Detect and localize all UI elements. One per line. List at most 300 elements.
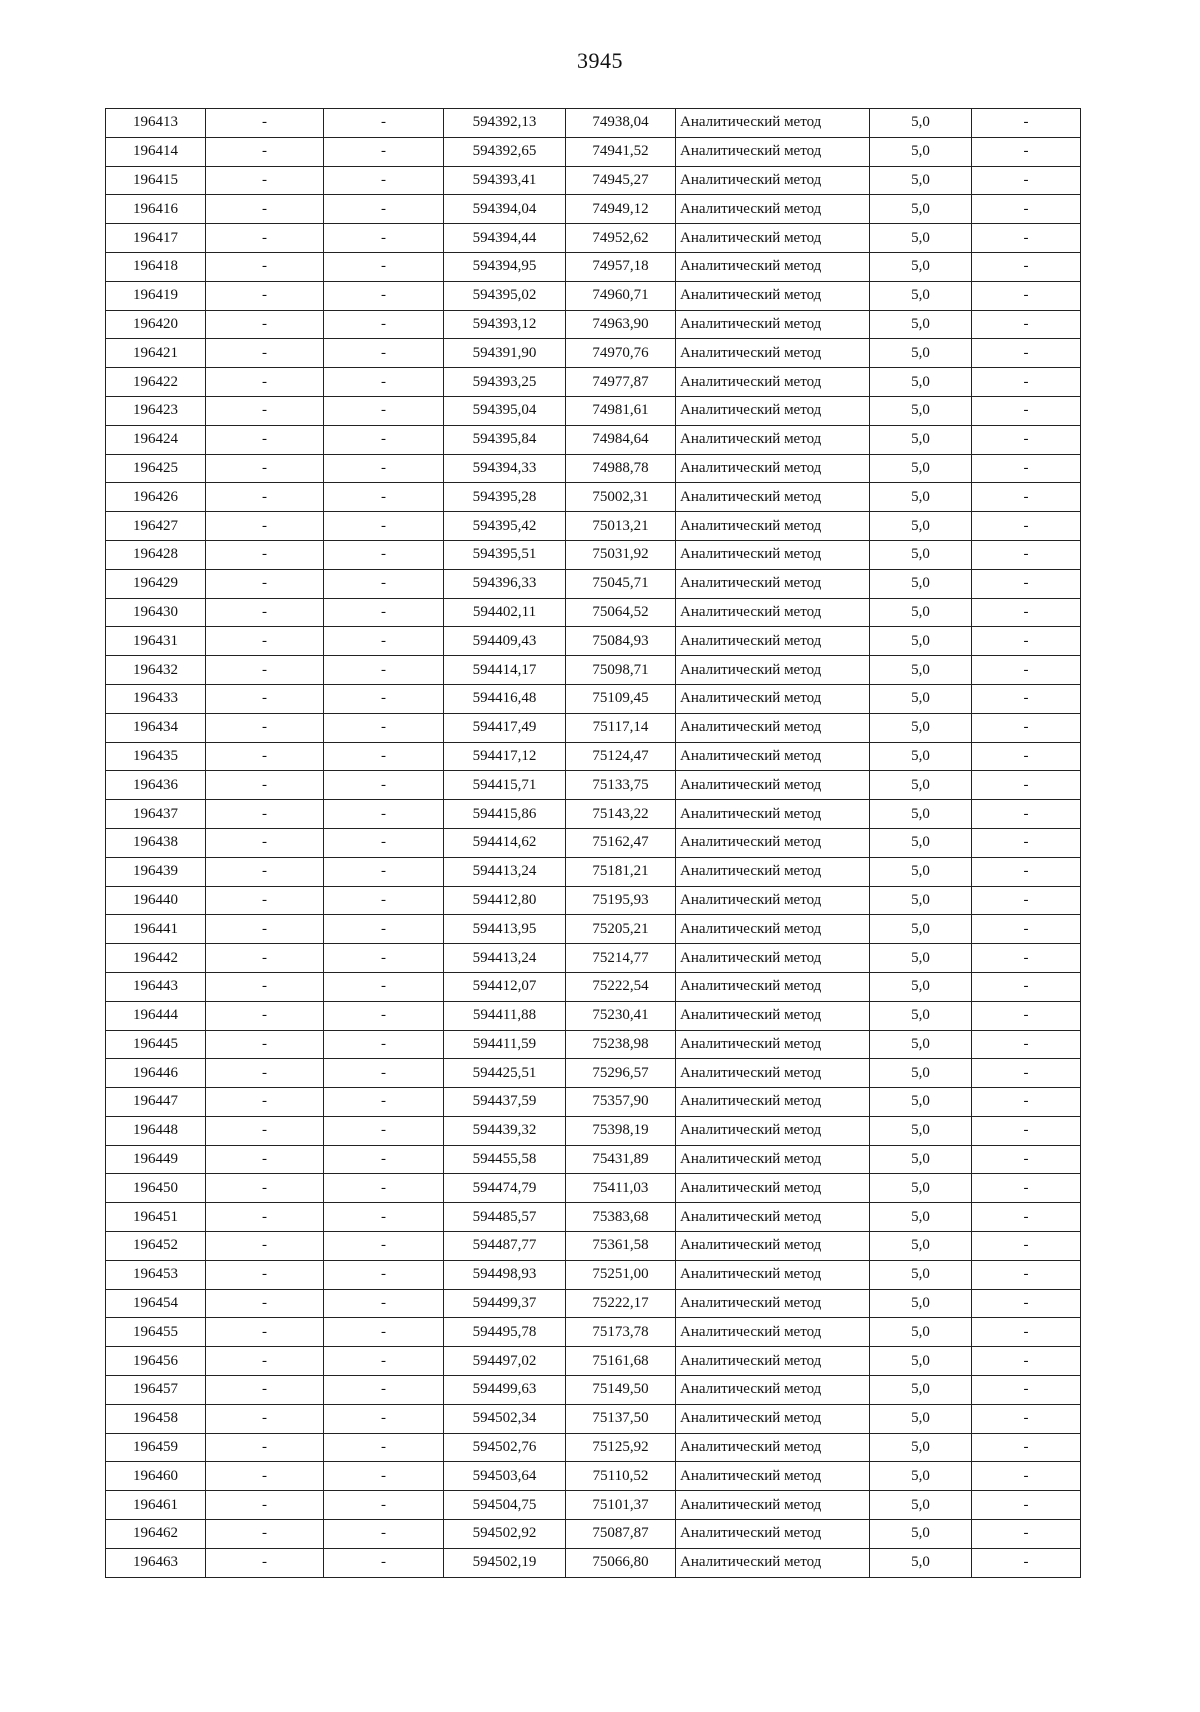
method-cell: Аналитический метод [676, 310, 870, 339]
x-coordinate-cell: 594391,90 [444, 339, 566, 368]
x-coordinate-cell: 594417,12 [444, 742, 566, 771]
x-coordinate-cell: 594395,28 [444, 483, 566, 512]
method-cell: Аналитический метод [676, 656, 870, 685]
blank-cell-2: - [324, 195, 444, 224]
x-coordinate-cell: 594499,37 [444, 1289, 566, 1318]
blank-cell-3: - [972, 1145, 1081, 1174]
precision-cell: 5,0 [870, 828, 972, 857]
y-coordinate-cell: 74977,87 [566, 368, 676, 397]
method-cell: Аналитический метод [676, 195, 870, 224]
method-cell: Аналитический метод [676, 137, 870, 166]
table-row [106, 1462, 1081, 1491]
method-cell: Аналитический метод [676, 886, 870, 915]
method-cell: Аналитический метод [676, 1116, 870, 1145]
method-cell: Аналитический метод [676, 166, 870, 195]
point-number-cell: 196442 [106, 944, 206, 973]
y-coordinate-cell: 75238,98 [566, 1030, 676, 1059]
table-row [106, 109, 1081, 138]
blank-cell-1: - [206, 598, 324, 627]
blank-cell-1: - [206, 368, 324, 397]
precision-cell: 5,0 [870, 1260, 972, 1289]
x-coordinate-cell: 594393,41 [444, 166, 566, 195]
x-coordinate-cell: 594455,58 [444, 1145, 566, 1174]
precision-cell: 5,0 [870, 1203, 972, 1232]
y-coordinate-cell: 75296,57 [566, 1059, 676, 1088]
table-row [106, 166, 1081, 195]
x-coordinate-cell: 594503,64 [444, 1462, 566, 1491]
blank-cell-1: - [206, 1088, 324, 1117]
blank-cell-3: - [972, 800, 1081, 829]
precision-cell: 5,0 [870, 1548, 972, 1577]
table-row [106, 1404, 1081, 1433]
method-cell: Аналитический метод [676, 396, 870, 425]
blank-cell-2: - [324, 684, 444, 713]
x-coordinate-cell: 594411,59 [444, 1030, 566, 1059]
method-cell: Аналитический метод [676, 828, 870, 857]
x-coordinate-cell: 594502,19 [444, 1548, 566, 1577]
blank-cell-1: - [206, 1001, 324, 1030]
blank-cell-2: - [324, 713, 444, 742]
blank-cell-1: - [206, 396, 324, 425]
blank-cell-3: - [972, 1289, 1081, 1318]
y-coordinate-cell: 75431,89 [566, 1145, 676, 1174]
x-coordinate-cell: 594497,02 [444, 1347, 566, 1376]
table-row [106, 742, 1081, 771]
table-row [106, 1491, 1081, 1520]
blank-cell-3: - [972, 166, 1081, 195]
table-row [106, 972, 1081, 1001]
method-cell: Аналитический метод [676, 1347, 870, 1376]
x-coordinate-cell: 594392,65 [444, 137, 566, 166]
y-coordinate-cell: 75398,19 [566, 1116, 676, 1145]
point-number-cell: 196424 [106, 425, 206, 454]
blank-cell-1: - [206, 1116, 324, 1145]
blank-cell-3: - [972, 195, 1081, 224]
blank-cell-2: - [324, 1088, 444, 1117]
point-number-cell: 196452 [106, 1232, 206, 1261]
y-coordinate-cell: 74945,27 [566, 166, 676, 195]
method-cell: Аналитический метод [676, 944, 870, 973]
x-coordinate-cell: 594411,88 [444, 1001, 566, 1030]
precision-cell: 5,0 [870, 713, 972, 742]
point-number-cell: 196455 [106, 1318, 206, 1347]
method-cell: Аналитический метод [676, 713, 870, 742]
blank-cell-2: - [324, 512, 444, 541]
point-number-cell: 196421 [106, 339, 206, 368]
point-number-cell: 196453 [106, 1260, 206, 1289]
y-coordinate-cell: 75031,92 [566, 540, 676, 569]
x-coordinate-cell: 594502,34 [444, 1404, 566, 1433]
precision-cell: 5,0 [870, 1376, 972, 1405]
blank-cell-1: - [206, 1232, 324, 1261]
y-coordinate-cell: 75002,31 [566, 483, 676, 512]
point-number-cell: 196434 [106, 713, 206, 742]
y-coordinate-cell: 75149,50 [566, 1376, 676, 1405]
y-coordinate-cell: 74957,18 [566, 252, 676, 281]
point-number-cell: 196418 [106, 252, 206, 281]
precision-cell: 5,0 [870, 281, 972, 310]
method-cell: Аналитический метод [676, 1203, 870, 1232]
blank-cell-3: - [972, 771, 1081, 800]
x-coordinate-cell: 594413,95 [444, 915, 566, 944]
y-coordinate-cell: 74949,12 [566, 195, 676, 224]
x-coordinate-cell: 594413,24 [444, 944, 566, 973]
x-coordinate-cell: 594412,80 [444, 886, 566, 915]
point-number-cell: 196448 [106, 1116, 206, 1145]
blank-cell-1: - [206, 252, 324, 281]
point-number-cell: 196423 [106, 396, 206, 425]
blank-cell-1: - [206, 569, 324, 598]
x-coordinate-cell: 594394,95 [444, 252, 566, 281]
blank-cell-2: - [324, 224, 444, 253]
precision-cell: 5,0 [870, 195, 972, 224]
blank-cell-1: - [206, 800, 324, 829]
blank-cell-3: - [972, 828, 1081, 857]
blank-cell-2: - [324, 1347, 444, 1376]
table-row [106, 1548, 1081, 1577]
blank-cell-1: - [206, 1174, 324, 1203]
point-number-cell: 196463 [106, 1548, 206, 1577]
blank-cell-3: - [972, 137, 1081, 166]
y-coordinate-cell: 74981,61 [566, 396, 676, 425]
table-row [106, 1318, 1081, 1347]
blank-cell-3: - [972, 742, 1081, 771]
precision-cell: 5,0 [870, 569, 972, 598]
blank-cell-3: - [972, 1203, 1081, 1232]
precision-cell: 5,0 [870, 771, 972, 800]
precision-cell: 5,0 [870, 598, 972, 627]
point-number-cell: 196437 [106, 800, 206, 829]
table-row [106, 540, 1081, 569]
method-cell: Аналитический метод [676, 483, 870, 512]
point-number-cell: 196420 [106, 310, 206, 339]
x-coordinate-cell: 594409,43 [444, 627, 566, 656]
table-row [106, 368, 1081, 397]
blank-cell-2: - [324, 396, 444, 425]
blank-cell-1: - [206, 310, 324, 339]
x-coordinate-cell: 594395,51 [444, 540, 566, 569]
precision-cell: 5,0 [870, 454, 972, 483]
y-coordinate-cell: 75161,68 [566, 1347, 676, 1376]
point-number-cell: 196435 [106, 742, 206, 771]
blank-cell-2: - [324, 828, 444, 857]
method-cell: Аналитический метод [676, 1001, 870, 1030]
blank-cell-2: - [324, 771, 444, 800]
method-cell: Аналитический метод [676, 109, 870, 138]
blank-cell-3: - [972, 339, 1081, 368]
blank-cell-3: - [972, 972, 1081, 1001]
y-coordinate-cell: 75013,21 [566, 512, 676, 541]
point-number-cell: 196430 [106, 598, 206, 627]
blank-cell-2: - [324, 1548, 444, 1577]
precision-cell: 5,0 [870, 972, 972, 1001]
blank-cell-1: - [206, 1376, 324, 1405]
precision-cell: 5,0 [870, 512, 972, 541]
blank-cell-3: - [972, 512, 1081, 541]
blank-cell-2: - [324, 800, 444, 829]
blank-cell-1: - [206, 713, 324, 742]
x-coordinate-cell: 594395,84 [444, 425, 566, 454]
blank-cell-3: - [972, 1088, 1081, 1117]
method-cell: Аналитический метод [676, 368, 870, 397]
precision-cell: 5,0 [870, 396, 972, 425]
x-coordinate-cell: 594437,59 [444, 1088, 566, 1117]
blank-cell-3: - [972, 454, 1081, 483]
blank-cell-2: - [324, 540, 444, 569]
blank-cell-1: - [206, 1520, 324, 1549]
y-coordinate-cell: 75222,54 [566, 972, 676, 1001]
method-cell: Аналитический метод [676, 800, 870, 829]
blank-cell-2: - [324, 742, 444, 771]
blank-cell-1: - [206, 1203, 324, 1232]
precision-cell: 5,0 [870, 1059, 972, 1088]
method-cell: Аналитический метод [676, 1520, 870, 1549]
blank-cell-3: - [972, 1404, 1081, 1433]
blank-cell-1: - [206, 339, 324, 368]
precision-cell: 5,0 [870, 310, 972, 339]
blank-cell-1: - [206, 454, 324, 483]
table-row [106, 1174, 1081, 1203]
x-coordinate-cell: 594402,11 [444, 598, 566, 627]
y-coordinate-cell: 75173,78 [566, 1318, 676, 1347]
blank-cell-3: - [972, 915, 1081, 944]
y-coordinate-cell: 74963,90 [566, 310, 676, 339]
y-coordinate-cell: 75101,37 [566, 1491, 676, 1520]
table-row [106, 281, 1081, 310]
blank-cell-3: - [972, 224, 1081, 253]
point-number-cell: 196460 [106, 1462, 206, 1491]
method-cell: Аналитический метод [676, 454, 870, 483]
y-coordinate-cell: 75361,58 [566, 1232, 676, 1261]
x-coordinate-cell: 594415,71 [444, 771, 566, 800]
blank-cell-3: - [972, 1059, 1081, 1088]
y-coordinate-cell: 75064,52 [566, 598, 676, 627]
method-cell: Аналитический метод [676, 1174, 870, 1203]
precision-cell: 5,0 [870, 137, 972, 166]
blank-cell-2: - [324, 310, 444, 339]
table-row [106, 684, 1081, 713]
method-cell: Аналитический метод [676, 540, 870, 569]
blank-cell-2: - [324, 1376, 444, 1405]
blank-cell-3: - [972, 1260, 1081, 1289]
point-number-cell: 196422 [106, 368, 206, 397]
point-number-cell: 196415 [106, 166, 206, 195]
precision-cell: 5,0 [870, 1318, 972, 1347]
y-coordinate-cell: 75222,17 [566, 1289, 676, 1318]
x-coordinate-cell: 594395,42 [444, 512, 566, 541]
x-coordinate-cell: 594485,57 [444, 1203, 566, 1232]
blank-cell-2: - [324, 1145, 444, 1174]
x-coordinate-cell: 594495,78 [444, 1318, 566, 1347]
blank-cell-1: - [206, 1260, 324, 1289]
x-coordinate-cell: 594396,33 [444, 569, 566, 598]
blank-cell-1: - [206, 944, 324, 973]
precision-cell: 5,0 [870, 1174, 972, 1203]
method-cell: Аналитический метод [676, 1433, 870, 1462]
blank-cell-2: - [324, 944, 444, 973]
point-number-cell: 196458 [106, 1404, 206, 1433]
blank-cell-1: - [206, 1289, 324, 1318]
point-number-cell: 196425 [106, 454, 206, 483]
blank-cell-1: - [206, 1491, 324, 1520]
y-coordinate-cell: 74984,64 [566, 425, 676, 454]
blank-cell-2: - [324, 281, 444, 310]
y-coordinate-cell: 74988,78 [566, 454, 676, 483]
y-coordinate-cell: 75117,14 [566, 713, 676, 742]
table-row [106, 195, 1081, 224]
blank-cell-1: - [206, 195, 324, 224]
blank-cell-3: - [972, 944, 1081, 973]
y-coordinate-cell: 75181,21 [566, 857, 676, 886]
x-coordinate-cell: 594414,17 [444, 656, 566, 685]
blank-cell-2: - [324, 339, 444, 368]
blank-cell-1: - [206, 1318, 324, 1347]
blank-cell-1: - [206, 281, 324, 310]
precision-cell: 5,0 [870, 800, 972, 829]
precision-cell: 5,0 [870, 368, 972, 397]
blank-cell-3: - [972, 857, 1081, 886]
point-number-cell: 196432 [106, 656, 206, 685]
x-coordinate-cell: 594417,49 [444, 713, 566, 742]
precision-cell: 5,0 [870, 1088, 972, 1117]
precision-cell: 5,0 [870, 656, 972, 685]
blank-cell-3: - [972, 425, 1081, 454]
x-coordinate-cell: 594504,75 [444, 1491, 566, 1520]
y-coordinate-cell: 75251,00 [566, 1260, 676, 1289]
blank-cell-2: - [324, 1203, 444, 1232]
table-row [106, 944, 1081, 973]
blank-cell-1: - [206, 857, 324, 886]
method-cell: Аналитический метод [676, 252, 870, 281]
precision-cell: 5,0 [870, 627, 972, 656]
y-coordinate-cell: 75205,21 [566, 915, 676, 944]
method-cell: Аналитический метод [676, 569, 870, 598]
blank-cell-2: - [324, 1318, 444, 1347]
blank-cell-1: - [206, 425, 324, 454]
precision-cell: 5,0 [870, 1491, 972, 1520]
table-row [106, 713, 1081, 742]
method-cell: Аналитический метод [676, 1289, 870, 1318]
x-coordinate-cell: 594395,04 [444, 396, 566, 425]
point-number-cell: 196451 [106, 1203, 206, 1232]
blank-cell-1: - [206, 972, 324, 1001]
y-coordinate-cell: 75195,93 [566, 886, 676, 915]
blank-cell-1: - [206, 109, 324, 138]
precision-cell: 5,0 [870, 252, 972, 281]
point-number-cell: 196447 [106, 1088, 206, 1117]
blank-cell-3: - [972, 1116, 1081, 1145]
y-coordinate-cell: 75230,41 [566, 1001, 676, 1030]
table-row [106, 1520, 1081, 1549]
precision-cell: 5,0 [870, 224, 972, 253]
blank-cell-1: - [206, 137, 324, 166]
blank-cell-3: - [972, 1030, 1081, 1059]
table-row [106, 1145, 1081, 1174]
blank-cell-2: - [324, 137, 444, 166]
table-row [106, 512, 1081, 541]
blank-cell-2: - [324, 425, 444, 454]
table-row [106, 886, 1081, 915]
x-coordinate-cell: 594502,92 [444, 1520, 566, 1549]
coordinates-table [105, 108, 1081, 1578]
method-cell: Аналитический метод [676, 1260, 870, 1289]
blank-cell-3: - [972, 627, 1081, 656]
precision-cell: 5,0 [870, 1347, 972, 1376]
blank-cell-2: - [324, 915, 444, 944]
blank-cell-2: - [324, 1116, 444, 1145]
blank-cell-1: - [206, 1404, 324, 1433]
x-coordinate-cell: 594502,76 [444, 1433, 566, 1462]
y-coordinate-cell: 74952,62 [566, 224, 676, 253]
table-row [106, 627, 1081, 656]
blank-cell-1: - [206, 684, 324, 713]
blank-cell-1: - [206, 886, 324, 915]
blank-cell-3: - [972, 1548, 1081, 1577]
precision-cell: 5,0 [870, 742, 972, 771]
point-number-cell: 196450 [106, 1174, 206, 1203]
method-cell: Аналитический метод [676, 1404, 870, 1433]
point-number-cell: 196461 [106, 1491, 206, 1520]
y-coordinate-cell: 75066,80 [566, 1548, 676, 1577]
method-cell: Аналитический метод [676, 915, 870, 944]
method-cell: Аналитический метод [676, 1145, 870, 1174]
table-row [106, 656, 1081, 685]
x-coordinate-cell: 594425,51 [444, 1059, 566, 1088]
point-number-cell: 196444 [106, 1001, 206, 1030]
point-number-cell: 196429 [106, 569, 206, 598]
point-number-cell: 196428 [106, 540, 206, 569]
precision-cell: 5,0 [870, 425, 972, 454]
table-row [106, 1232, 1081, 1261]
table-row [106, 137, 1081, 166]
table-row [106, 1347, 1081, 1376]
blank-cell-1: - [206, 915, 324, 944]
blank-cell-3: - [972, 483, 1081, 512]
blank-cell-2: - [324, 1260, 444, 1289]
table-row [106, 1030, 1081, 1059]
point-number-cell: 196427 [106, 512, 206, 541]
page-number: 3945 [577, 48, 623, 73]
blank-cell-3: - [972, 1174, 1081, 1203]
blank-cell-2: - [324, 1174, 444, 1203]
blank-cell-2: - [324, 886, 444, 915]
blank-cell-3: - [972, 1318, 1081, 1347]
point-number-cell: 196417 [106, 224, 206, 253]
x-coordinate-cell: 594394,44 [444, 224, 566, 253]
y-coordinate-cell: 74938,04 [566, 109, 676, 138]
blank-cell-2: - [324, 972, 444, 1001]
y-coordinate-cell: 75084,93 [566, 627, 676, 656]
blank-cell-2: - [324, 598, 444, 627]
y-coordinate-cell: 74970,76 [566, 339, 676, 368]
precision-cell: 5,0 [870, 1462, 972, 1491]
method-cell: Аналитический метод [676, 857, 870, 886]
y-coordinate-cell: 75137,50 [566, 1404, 676, 1433]
method-cell: Аналитический метод [676, 1462, 870, 1491]
method-cell: Аналитический метод [676, 627, 870, 656]
x-coordinate-cell: 594416,48 [444, 684, 566, 713]
table-row [106, 1203, 1081, 1232]
method-cell: Аналитический метод [676, 224, 870, 253]
blank-cell-3: - [972, 598, 1081, 627]
table-row [106, 857, 1081, 886]
x-coordinate-cell: 594499,63 [444, 1376, 566, 1405]
method-cell: Аналитический метод [676, 512, 870, 541]
precision-cell: 5,0 [870, 915, 972, 944]
y-coordinate-cell: 75098,71 [566, 656, 676, 685]
blank-cell-3: - [972, 252, 1081, 281]
x-coordinate-cell: 594439,32 [444, 1116, 566, 1145]
